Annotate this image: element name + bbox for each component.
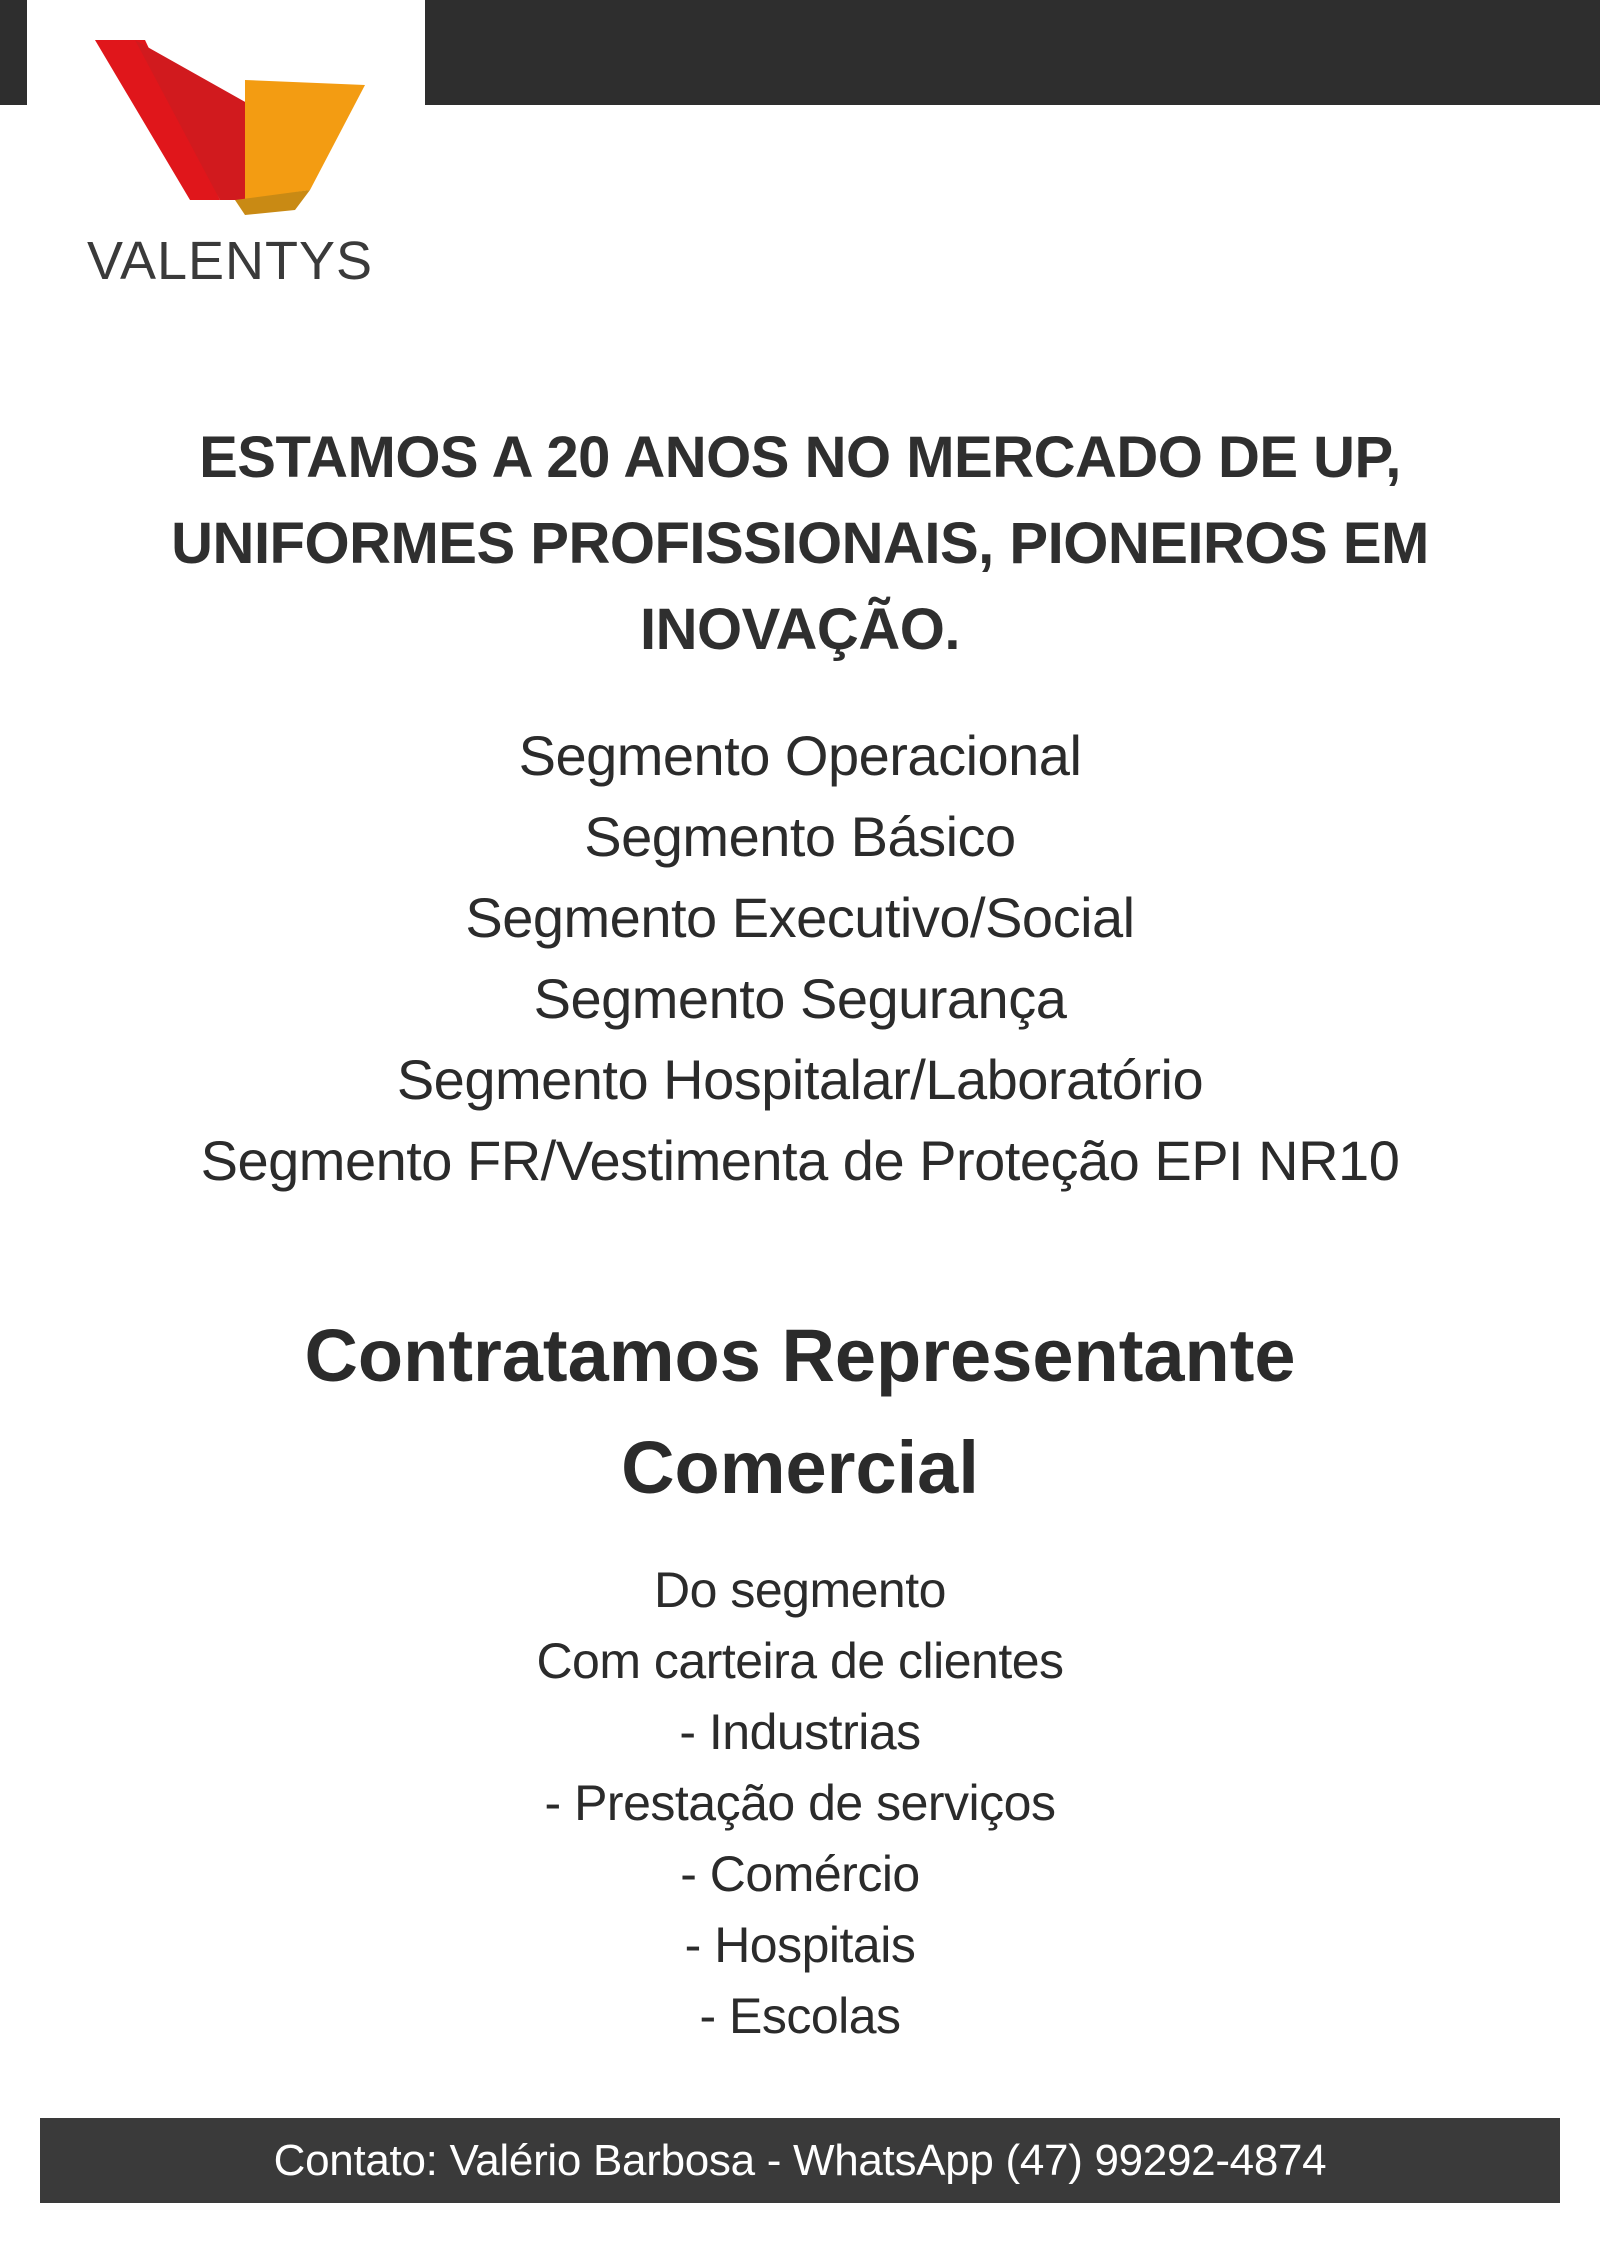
- segment-item: Segmento Executivo/Social: [465, 886, 1135, 949]
- segment-item: Segmento Operacional: [518, 724, 1082, 787]
- segment-list: [60, 715, 1540, 1201]
- hiring-line: Comercial: [621, 1426, 979, 1509]
- segment-item: Segmento Segurança: [533, 967, 1067, 1030]
- headline-line: UNIFORMES PROFISSIONAIS, PIONEIROS EM: [171, 511, 1429, 576]
- valentys-v-icon: [95, 40, 365, 240]
- headline-line: INOVAÇÃO.: [640, 597, 960, 662]
- hiring-title: [60, 1300, 1540, 1524]
- top-bar-right: [425, 0, 1600, 105]
- segment-item: Segmento Básico: [584, 805, 1016, 868]
- requirement-item: - Prestação de serviços: [544, 1775, 1056, 1831]
- hiring-line: Contratamos Representante: [304, 1314, 1296, 1397]
- segment-item: Segmento Hospitalar/Laboratório: [396, 1048, 1204, 1111]
- valentys-logo: [80, 40, 380, 300]
- requirement-item: - Escolas: [699, 1988, 901, 2044]
- top-bar-left: [0, 0, 27, 105]
- contact-bar: Contato: Valério Barbosa - WhatsApp (47) 99292-4874: [40, 2118, 1560, 2203]
- requirement-item: - Comércio: [680, 1846, 920, 1902]
- requirement-item: - Hospitais: [684, 1917, 916, 1973]
- requirement-item: - Industrias: [679, 1704, 921, 1760]
- segment-item: Segmento FR/Vestimenta de Proteção EPI NR10: [200, 1129, 1400, 1192]
- requirement-item: Com carteira de clientes: [536, 1633, 1064, 1689]
- requirement-item: Do segmento: [654, 1562, 946, 1618]
- headline-line: ESTAMOS A 20 ANOS NO MERCADO DE UP,: [199, 425, 1401, 490]
- requirements-list: [60, 1555, 1540, 2052]
- headline: [60, 415, 1540, 673]
- logo-wordmark: VALENTYS: [86, 231, 374, 291]
